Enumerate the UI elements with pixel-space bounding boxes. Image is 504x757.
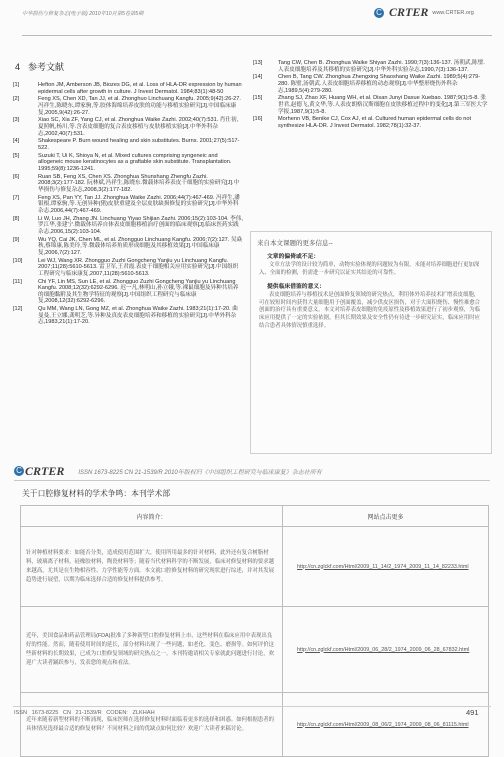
row-content: 针对种植材料要求：如能否分类，造成使用范围扩大，使用所用最多的针对材料，此外还有复合树脂材料，玻璃离子材料，硅橡胶材料，陶瓷材料等；随着当代材料科学的不断发展，临床对修复材料的要求越来越高，尤其是在生物相容性、力学性能等方面。本文就口腔修复材料的研究现状进行综述，并对其发展趋势进行展望，以期为临床选择合适的修复材料提供参考。 xyxy=(21,527,283,607)
section-number: 4 xyxy=(15,62,21,72)
section-title: 参考文献 xyxy=(28,62,65,72)
table-row xyxy=(21,607,489,693)
reference-item xyxy=(13,195,243,215)
reference-item xyxy=(13,153,243,173)
column-header-content: 内容简介： xyxy=(21,506,283,527)
reference-item xyxy=(13,82,243,95)
reference-item xyxy=(253,60,489,73)
reference-text: Tang CW, Chen B. Zhonghua Waike Shiyan Zazhi. 1990;7(3):136-137. 汤朝武,陈璧.人表皮细胞培养及其移植的实验研究[J].中华外科实验杂志,1990,7(3):136-137. xyxy=(278,60,485,73)
reference-number: [10] xyxy=(13,257,23,264)
footer-divider xyxy=(13,706,491,707)
row-link-cell xyxy=(283,693,489,757)
reference-text: Qu MM, Wang LN, Gong MZ, et al. Zhonghua Waike Zazhi. 1983;21(1):17-20. 曲曼曼,王立娜,龚明芝,等.异种及真皮表皮细胞培养和移植的实验研究[J].中华外科杂志,1983,21(1):17-20. xyxy=(38,306,238,326)
journal-band xyxy=(0,463,504,479)
reference-number: [2] xyxy=(13,96,20,103)
reference-number: [15] xyxy=(253,95,263,102)
row-link-cell xyxy=(283,607,489,693)
reference-number: [8] xyxy=(13,215,20,222)
row-link[interactable]: http://cn.zglckf.com/Html/2009_06_28/2_1974_2009_06_28_67832.html xyxy=(297,646,470,653)
reference-item xyxy=(253,116,489,129)
reference-text: Lei WJ, Wang XR. Zhongguo Zuzhi Gongcheng Yanjiu yu Linchuang Kangfu. 2007;11(28):5610-5613. 雷卫军,王君霞.表皮干细胞相关应用实验研究[J].中国组织工程研究与临床康复,2007,11(28):5610-5613. xyxy=(38,257,239,277)
discussion-table xyxy=(20,505,489,757)
band-logo-text: CRTER xyxy=(25,463,65,478)
reference-number: [1] xyxy=(13,82,20,88)
reference-item xyxy=(253,95,489,115)
row-content: 近年，美国食品和药品管理局(FDA)批准了多种新型口腔修复材料上市，这些材料在临床应用中表现出良好的性能。然而，随着使用时间的延长，部分材料出现了一些问题，如老化、变色、磨损等。如何评价这些新材料的长期效果，已成为口腔修复领域的研究热点之一。本刊特邀请相关专家就此问题进行讨论，欢迎广大读者踊跃参与，发表您的观点和看法。 xyxy=(21,607,283,693)
reference-text: Xiao SC, Xia ZF, Yang CJ, et al. Zhonghua Waike Zazhi. 2002;40(7):531. 肖仕初,夏照帆,杨川,等.含表皮细胞的复合表皮移植与皮肤移植实验[J].中华外科杂志,2002,40(7):531. xyxy=(38,117,239,137)
reference-text: Wu YQ, Cai JK, Chen ML, et al. Zhongguo Linchuang Kangfu. 2006;7(2):127. 吴焱秋,蔡锦康,陈美玲,等.微载体培养角质形成细胞及其移植效果[J].中国临床康复,2006,7(2):127. xyxy=(38,236,243,256)
reference-number: [12] xyxy=(13,306,23,313)
reference-number: [5] xyxy=(13,152,20,159)
journal-logo xyxy=(374,5,474,20)
row-link[interactable]: http://cn.zglckf.com/Html/2009_08_06/2_1974_2009_08_06_81115.html xyxy=(297,721,469,728)
reference-item xyxy=(13,237,243,257)
row-content: 近年来随着新型材料的不断涌现，临床医师在选择修复材料时面临着更多的选择和困惑。如何根据患者的具体情况选择最合适的修复材料？不同材料之间的优缺点如何比较？欢迎广大读者来稿讨论。 xyxy=(21,693,283,757)
reference-number: [11] xyxy=(13,278,22,285)
reference-text: Ruan SB, Feng XS, Chen XS. Zhonghua Shunshang Zhengfu Zazhi. 2008;3(2):177-182. 阮林斌,冯祥生,陈晓东.微载体培养表皮干细胞的实验研究[J].中华损伤与修复杂志,2008,3(2):177-182. xyxy=(38,173,240,193)
reference-item xyxy=(13,138,243,151)
journal-url[interactable]: www.CRTER.org xyxy=(432,9,474,16)
info-box-title: 来自本文课题的更多信息-- xyxy=(257,240,333,247)
header-divider xyxy=(22,35,492,36)
band-logo-badge-icon: C xyxy=(14,466,24,476)
info-box-subheading-significance: 提供临床借鉴的意义： xyxy=(267,284,325,291)
reference-item xyxy=(13,306,243,326)
reference-text: Morhenn VB, Benike CJ, Cox AJ, et al. Cultured human epidermal cells do not synthesize HLA-DR. J Invest Dermatol. 1982;78(1):32-37. xyxy=(278,116,472,129)
column-header-link: 网站点击更多 xyxy=(283,506,489,527)
table-row xyxy=(21,693,489,757)
info-box xyxy=(250,231,492,454)
logo-badge-icon: C xyxy=(374,8,384,18)
reference-text: Feng XS, Chen XD, Tan JJ, et al. Zhonghuo Linchuang Kangfu. 2005;9(42):26-27. 冯祥生,陈晓东,谭家驹,等.胶体海绵培养皮肤的功能与移植实验研究[J].中国临床康复,2005,9(42):26-27. xyxy=(38,96,241,116)
reference-list-left xyxy=(13,82,243,326)
references-right-column xyxy=(253,60,489,131)
reference-item xyxy=(13,216,243,236)
footer-issn: ISSN 1673-8225 CN 21-1539/R CODEN: ZLKHAH xyxy=(14,710,155,716)
reference-item xyxy=(253,74,489,94)
reference-item xyxy=(13,174,243,194)
logo-text: CRTER xyxy=(389,5,429,19)
table-body xyxy=(21,527,489,757)
reference-text: Feng XS, Pan YY, Tan JJ. Zhonghua Waike Zazhi. 2006;44(7):467-469. 冯祥生,潘银根,谭家驹,等.无创异种(猪)皮肤重建及全层皮肤缺损修复的实验研究[J].中华外科杂志,2006,44(7):467-469. xyxy=(38,194,240,214)
reference-text: Suzuki T, Ui K, Shioya N, et al. Mixed cultures comprising syngeneic and allogeneic mouse keratinocytes as a graftable skin substitute. Transplantation. 1995;59(8):1236-1241. xyxy=(38,152,232,172)
table-title: 关于口腔修复材料的学术争鸣：本刊学术部 xyxy=(22,489,171,498)
info-box-subheading-bias: 文章的偏倚或不足： xyxy=(267,254,320,260)
reference-item xyxy=(13,117,243,137)
info-box-body-bias: 文章方法学的设计较为简单，动物实验体现的问题较为有限，未能对培养细胞进行更加深入、全面的检测，仍需进一步研究以证实其结论的可靠性。 xyxy=(259,262,480,276)
reference-list-right xyxy=(253,60,489,130)
reference-number: [4] xyxy=(13,138,20,145)
reference-number: [16] xyxy=(253,116,263,123)
reference-number: [13] xyxy=(253,60,263,66)
band-divider xyxy=(14,480,490,481)
reference-text: Shakespeare P. Burn wound healing and skin substitutes. Burns. 2001;27(5):517-522. xyxy=(38,138,240,151)
reference-number: [6] xyxy=(13,173,20,180)
running-title: 中华损伤与修复杂志(电子版) 2010年10月第5卷第5期 xyxy=(22,11,144,17)
reference-item xyxy=(13,96,243,116)
reference-text: Li W, Luo JH, Zhang JN. Linchuang Yiyao Shijian Zazhi. 2006;15(2):103-104. 李伟,罗江华,张建宁.微载体培养自体表皮细胞移植治疗创面的临床观察[J].临床医药实践杂志,2006,15(2):103-104. xyxy=(38,215,243,235)
reference-item xyxy=(13,279,243,305)
page-number: 491 xyxy=(466,708,479,717)
reference-text: Chen B, Tang CW. Zhonghua Zhengxing Shaoshang Waike Zazhi. 1989;5(4):279-280. 陈璧,汤朝武.人表皮细胞培养移植的动态观察[J].中华整形烧伤外科杂志,1989,5(4):279-280. xyxy=(278,74,481,94)
page-header xyxy=(0,0,504,42)
reference-text: Chi YF, Lin MS, Sun LE, et al. Zhongguo Zuzhi Gongcheng Yanjiu yu Linchuang Kangfu. 2008;12(32):6292-6296. 迟一凡,林明山,孙立娥,等.裸鼠细胞及异种共培养的细胞黏附及其生物学特征的观察[J].中国组织工程研究与临床康复,2008,12(32):6292-6296. xyxy=(38,278,239,305)
reference-number: [3] xyxy=(13,117,20,124)
reference-item xyxy=(13,258,243,278)
band-logo xyxy=(14,464,64,479)
references-heading xyxy=(15,60,243,73)
band-text: ISSN 1673-8225 CN 21-1539/R 2010年版权归《中国组织工程研究与临床康复》杂志社所有 xyxy=(78,469,322,476)
reference-text: Zhang SJ, Zhao XF, Huang WH, et al. Disan Junyi Daxue Xuebao. 1987;9(1):5-8. 张世君,赵德飞,黄文华,等.人表皮朗格汉斯细胞在皮肤移植过程中的变化[J].第三军医大学学报,1987,9(1):5-8. xyxy=(278,95,488,115)
row-link-cell xyxy=(283,527,489,607)
reference-number: [9] xyxy=(13,236,20,243)
table-row xyxy=(21,527,489,607)
reference-number: [7] xyxy=(13,194,20,201)
reference-number: [14] xyxy=(253,74,263,81)
reference-text: Hefton JM, Amberson JB, Biozes DG, et al. Loss of HLA-DR expression by human epidermal cells after growth in culture. J Invest Dermatol. 1984;83(1):48-50 xyxy=(38,82,242,95)
references-left-column xyxy=(13,60,243,327)
table-header-row xyxy=(21,506,489,527)
info-box-body-significance: 表皮细胞培养与移植技术是创面修复领域的研究热点，利用体外培养技术扩增表皮细胞，可在较短时间内获得大量细胞用于创面覆盖，减少供皮区损伤，对于大面积烧伤、慢性难愈合创面的治疗具有重要意义。本文对培养表皮细胞的免疫原性及移植效果进行了初步观察，为临床应用提供了一定的实验依据，但其长期效果及安全性仍有待进一步研究证实，临床应用时应结合患者具体情况慎重选择。 xyxy=(259,292,481,329)
row-link[interactable]: http://cn.zglckf.com/Html/2009_11_14/2_1974_2009_11_14_82233.html xyxy=(297,563,469,570)
